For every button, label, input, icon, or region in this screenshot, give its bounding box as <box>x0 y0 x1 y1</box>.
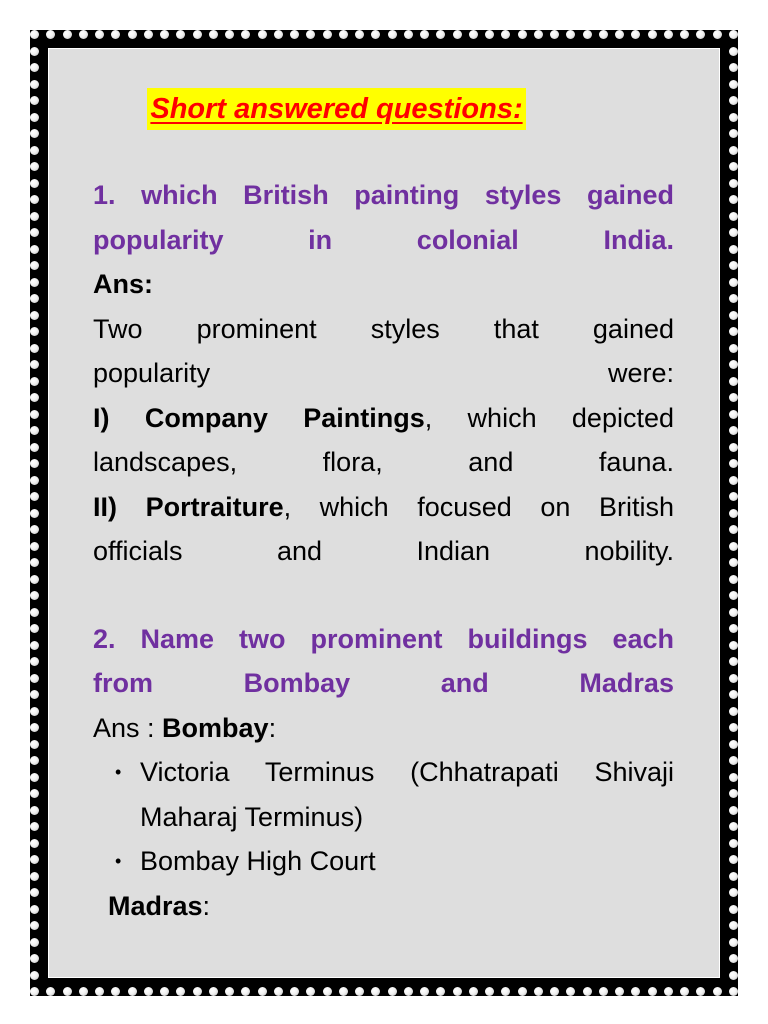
border-dot <box>144 987 153 996</box>
border-dot <box>30 525 39 534</box>
border-dot <box>30 641 39 650</box>
border-dot <box>30 707 39 716</box>
border-dot <box>290 987 299 996</box>
border-dot <box>209 987 218 996</box>
border-dot <box>30 624 39 633</box>
answer-2-bombay-heading: Ans : Bombay: <box>93 712 277 743</box>
border-dot <box>729 476 738 485</box>
border-dot <box>453 30 462 39</box>
border-dot <box>193 30 202 39</box>
border-dot <box>583 30 592 39</box>
border-dot <box>729 591 738 600</box>
border-dot <box>79 30 88 39</box>
border-dot <box>95 987 104 996</box>
border-dot <box>729 426 738 435</box>
border-dot <box>30 459 39 468</box>
bombay-list-item-continuation: Maharaj Terminus) <box>140 801 364 832</box>
border-dot <box>729 294 738 303</box>
border-dot <box>30 327 39 336</box>
border-dot <box>729 459 738 468</box>
border-dot <box>30 872 39 881</box>
border-dot <box>729 509 738 518</box>
border-dot <box>729 905 738 914</box>
border-dot <box>729 245 738 254</box>
border-dot <box>404 987 413 996</box>
border-dot <box>729 492 738 501</box>
border-dot <box>729 773 738 782</box>
border-dot <box>729 641 738 650</box>
border-dot <box>648 987 657 996</box>
border-dot <box>729 113 738 122</box>
border-dot <box>30 443 39 452</box>
border-dot <box>30 426 39 435</box>
border-dot <box>729 80 738 89</box>
border-dot <box>729 195 738 204</box>
answer-1-intro-line-1: Two prominent styles that gained <box>93 313 674 344</box>
border-dot <box>729 525 738 534</box>
border-dot <box>729 674 738 683</box>
border-dot <box>30 212 39 221</box>
border-dot <box>648 30 657 39</box>
border-dot <box>30 393 39 402</box>
border-dot <box>30 921 39 930</box>
border-dot <box>128 987 137 996</box>
answer-1-item-2-line-1: II) Portraiture, which focused on British <box>93 491 674 522</box>
border-dot <box>30 410 39 419</box>
border-dot <box>729 228 738 237</box>
border-dot <box>339 987 348 996</box>
bullet-icon: • <box>115 762 122 782</box>
answer-1-item-1-line-2: landscapes, flora, and fauna. <box>93 447 674 477</box>
border-dot <box>63 987 72 996</box>
border-dot <box>30 360 39 369</box>
border-dot <box>30 575 39 584</box>
border-dot <box>729 377 738 386</box>
border-dot <box>30 509 39 518</box>
border-dot <box>729 806 738 815</box>
border-dot <box>30 476 39 485</box>
border-dot <box>63 30 72 39</box>
bombay-list-item: • Victoria Terminus (Chhatrapati Shivaji <box>93 750 674 795</box>
border-dot <box>30 789 39 798</box>
border-dot <box>209 30 218 39</box>
border-dot <box>79 987 88 996</box>
border-dot <box>290 30 299 39</box>
border-dot <box>729 872 738 881</box>
border-dot <box>323 30 332 39</box>
border-dot <box>729 30 738 39</box>
border-dot <box>729 146 738 155</box>
border-dot <box>339 30 348 39</box>
border-dot <box>225 987 234 996</box>
border-dot <box>30 47 39 56</box>
border-dot <box>583 987 592 996</box>
border-dot <box>729 954 738 963</box>
border-dot <box>388 987 397 996</box>
bullet-icon: • <box>115 851 122 871</box>
border-dot <box>518 987 527 996</box>
border-dot <box>30 162 39 171</box>
border-dot <box>729 278 738 287</box>
answer-1-item-1-line-1: I) Company Paintings, which depicted <box>93 402 674 433</box>
border-dot <box>713 30 722 39</box>
border-dot <box>729 410 738 419</box>
border-dot <box>729 327 738 336</box>
border-dot <box>30 80 39 89</box>
border-dot <box>729 542 738 551</box>
border-dot <box>30 492 39 501</box>
border-dot <box>534 987 543 996</box>
border-dot <box>713 987 722 996</box>
border-dot <box>30 195 39 204</box>
border-dot <box>729 822 738 831</box>
border-dot <box>729 723 738 732</box>
border-dot <box>729 740 738 749</box>
border-dot <box>729 971 738 980</box>
border-dot <box>729 855 738 864</box>
border-dot <box>274 30 283 39</box>
answer-1-item-2-line-2: officials and Indian nobility. <box>93 536 674 566</box>
border-dot <box>30 938 39 947</box>
border-dot <box>729 707 738 716</box>
border-dot <box>30 822 39 831</box>
question-2-line-1: 2. Name two prominent buildings each <box>93 623 674 654</box>
border-dot <box>30 344 39 353</box>
question-1-line-2: popularity in colonial India. <box>93 224 674 255</box>
border-dot <box>729 261 738 270</box>
border-dot <box>518 30 527 39</box>
border-dot <box>453 987 462 996</box>
border-dot <box>30 971 39 980</box>
border-dot <box>193 987 202 996</box>
border-dot <box>225 30 234 39</box>
border-dot <box>95 30 104 39</box>
border-dot <box>30 888 39 897</box>
border-dot <box>30 558 39 567</box>
border-dot <box>729 921 738 930</box>
border-dot <box>664 987 673 996</box>
border-dot <box>599 987 608 996</box>
border-dot <box>274 987 283 996</box>
border-dot <box>729 987 738 996</box>
border-dot <box>30 987 39 996</box>
border-dot <box>729 624 738 633</box>
border-dot <box>729 63 738 72</box>
border-dot <box>160 30 169 39</box>
border-dot <box>729 558 738 567</box>
border-dot <box>258 30 267 39</box>
border-dot <box>729 690 738 699</box>
border-dot <box>388 30 397 39</box>
answer-1-intro-line-2: popularity were: <box>93 358 674 388</box>
border-dot <box>30 294 39 303</box>
border-dot <box>30 113 39 122</box>
border-dot <box>30 261 39 270</box>
border-dot <box>664 30 673 39</box>
border-dot <box>729 938 738 947</box>
border-dot <box>30 674 39 683</box>
border-dot <box>30 129 39 138</box>
border-dot <box>30 855 39 864</box>
question-2-line-2: from Bombay and Madras <box>93 668 674 698</box>
border-dot <box>30 773 39 782</box>
question-1-line-1: 1. which British painting styles gained <box>93 180 674 210</box>
border-dot <box>30 657 39 666</box>
border-dot <box>30 30 39 39</box>
border-dot <box>30 311 39 320</box>
border-dot <box>729 47 738 56</box>
border-dot <box>534 30 543 39</box>
border-dot <box>144 30 153 39</box>
border-dot <box>729 789 738 798</box>
border-dot <box>30 179 39 188</box>
page-heading: Short answered questions: <box>147 88 525 130</box>
border-dot <box>729 360 738 369</box>
border-dot <box>729 393 738 402</box>
border-dot <box>30 723 39 732</box>
border-dot <box>599 30 608 39</box>
border-dot <box>729 129 738 138</box>
border-dot <box>30 146 39 155</box>
border-dot <box>729 311 738 320</box>
border-dot <box>729 96 738 105</box>
border-dot <box>729 888 738 897</box>
border-dot <box>30 608 39 617</box>
border-dot <box>729 608 738 617</box>
border-dot <box>469 987 478 996</box>
border-dot <box>729 756 738 765</box>
border-dot <box>30 228 39 237</box>
border-dot <box>128 30 137 39</box>
bombay-list-item: • Bombay High Court <box>93 839 674 884</box>
border-dot <box>30 756 39 765</box>
border-dot <box>729 162 738 171</box>
border-dot <box>469 30 478 39</box>
border-dot <box>30 591 39 600</box>
border-dot <box>30 690 39 699</box>
answer-1-label: Ans: <box>93 269 153 299</box>
border-dot <box>30 740 39 749</box>
answer-2-madras-heading: Madras: <box>108 890 211 921</box>
border-dot <box>729 443 738 452</box>
border-dot <box>30 806 39 815</box>
document-content <box>93 88 674 928</box>
border-dot <box>30 96 39 105</box>
border-dot <box>258 987 267 996</box>
border-dot <box>30 63 39 72</box>
border-dot <box>729 657 738 666</box>
border-dot <box>323 987 332 996</box>
border-dot <box>30 839 39 848</box>
border-dot <box>30 245 39 254</box>
border-dot <box>30 542 39 551</box>
border-dot <box>729 179 738 188</box>
border-dot <box>404 30 413 39</box>
border-dot <box>729 212 738 221</box>
border-dot <box>160 987 169 996</box>
border-dot <box>30 905 39 914</box>
border-dot <box>30 377 39 386</box>
border-dot <box>729 575 738 584</box>
border-dot <box>30 278 39 287</box>
border-dot <box>30 954 39 963</box>
border-dot <box>729 344 738 353</box>
border-dot <box>729 839 738 848</box>
